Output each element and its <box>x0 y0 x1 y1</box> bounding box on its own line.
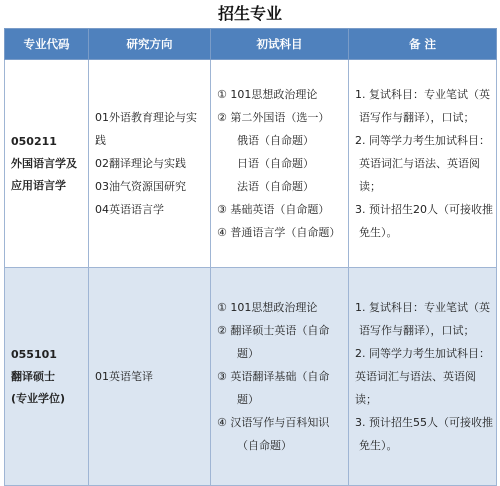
page-title: 招生专业 <box>217 4 282 23</box>
note-line: 2. 同等学力考生加试科目： <box>355 347 490 360</box>
major-cell <box>5 60 89 268</box>
note-line: 3. 预计招生55人（可接收推 <box>355 416 493 429</box>
notes-cell <box>349 60 497 268</box>
exam-line: 俄语（自命题） <box>237 134 314 147</box>
note-line: 语写作与翻译），口试； <box>359 111 475 124</box>
header-exam: 初试科目 <box>211 29 349 60</box>
exam-line: 日语（自命题） <box>237 157 314 170</box>
direction-cell <box>89 268 211 486</box>
major-name-line: (专业学位) <box>11 391 66 405</box>
exam-line: 题） <box>237 393 259 406</box>
exam-line: ① 101思想政治理论 <box>217 301 318 314</box>
exam-line: 题） <box>237 347 259 360</box>
major-code: 055101 <box>11 347 57 361</box>
exam-cell <box>211 268 349 486</box>
direction-line: 03油气资源国研究 <box>95 180 186 193</box>
note-line: 免生）。 <box>359 439 398 452</box>
direction-line: 践 <box>95 134 106 147</box>
exam-line: （自命题） <box>237 439 292 452</box>
table-row <box>5 268 497 486</box>
notes-cell <box>349 268 497 486</box>
major-cell <box>5 268 89 486</box>
table-header-row <box>5 29 497 60</box>
major-name-line: 外国语言学及 <box>11 156 77 170</box>
header-notes: 备 注 <box>349 29 497 60</box>
note-line: 免生）。 <box>359 226 398 239</box>
exam-line: ③ 英语翻译基础（自命 <box>217 370 330 383</box>
exam-line: ④ 普通语言学（自命题） <box>217 226 341 239</box>
exam-line: ③ 基础英语（自命题） <box>217 203 330 216</box>
majors-table <box>4 28 497 486</box>
note-line: 1. 复试科目：专业笔试（英 <box>355 301 490 314</box>
note-line: 读； <box>355 393 377 406</box>
header-code: 专业代码 <box>5 29 89 60</box>
direction-line: 01外语教育理论与实 <box>95 111 197 124</box>
table-row <box>5 60 497 268</box>
major-name-line: 应用语言学 <box>11 178 66 192</box>
note-line: 英语词汇与语法、英语阅 <box>359 157 480 170</box>
exam-line: ② 第二外国语（选一） <box>217 111 330 124</box>
direction-line: 01英语笔译 <box>95 370 153 383</box>
exam-line: ① 101思想政治理论 <box>217 88 318 101</box>
note-line: 3. 预计招生20人（可接收推 <box>355 203 493 216</box>
note-line: 语写作与翻译），口试； <box>359 324 475 337</box>
exam-cell <box>211 60 349 268</box>
header-direction: 研究方向 <box>89 29 211 60</box>
direction-line: 02翻译理论与实践 <box>95 157 186 170</box>
note-line: 英语词汇与语法、英语阅 <box>355 370 476 383</box>
direction-cell <box>89 60 211 268</box>
exam-line: ② 翻译硕士英语（自命 <box>217 324 330 337</box>
note-line: 读； <box>359 180 381 193</box>
exam-line: 法语（自命题） <box>237 180 314 193</box>
major-name-line: 翻译硕士 <box>11 369 55 383</box>
major-code: 050211 <box>11 134 57 148</box>
direction-line: 04英语语言学 <box>95 203 164 216</box>
note-line: 2. 同等学力考生加试科目： <box>355 134 490 147</box>
note-line: 1. 复试科目：专业笔试（英 <box>355 88 490 101</box>
exam-line: ④ 汉语写作与百科知识 <box>217 416 330 429</box>
